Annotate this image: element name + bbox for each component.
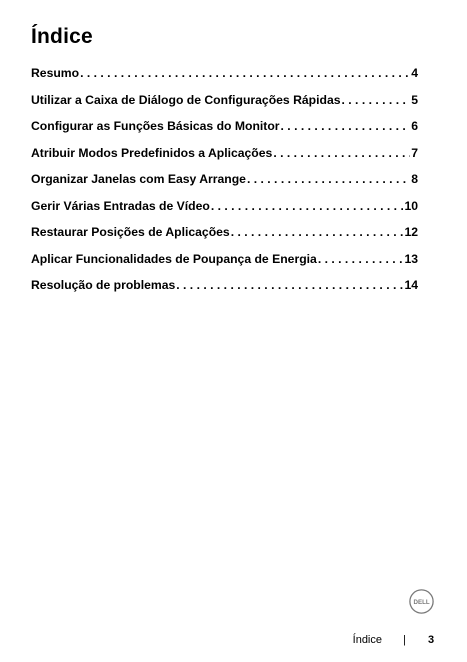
toc-entry-page: 8 — [411, 172, 418, 186]
toc-dot-leader — [247, 172, 410, 186]
toc-entry-label: Atribuir Modos Predefinidos a Aplicações — [31, 145, 273, 160]
toc-entry-label: Utilizar a Caixa de Diálogo de Configurações Rápidas — [31, 92, 341, 107]
toc-dot-leader — [176, 278, 403, 292]
toc-entry-page: 12 — [404, 225, 418, 239]
toc-entry-page: 4 — [411, 66, 418, 80]
footer-section-title: Índice — [352, 634, 382, 646]
footer-page-number: 3 — [428, 634, 435, 646]
toc-entry-quick-settings[interactable] — [31, 93, 418, 120]
toc-entry-basic-functions[interactable] — [31, 119, 418, 146]
table-of-contents — [31, 66, 418, 305]
toc-entry-resumo[interactable] — [31, 66, 418, 93]
toc-entry-energy-saving[interactable] — [31, 252, 418, 279]
toc-entry-label: Configurar as Funções Básicas do Monitor — [31, 119, 280, 133]
page-footer — [0, 634, 467, 650]
toc-entry-label: Restaurar Posições de Aplicações — [31, 225, 230, 239]
toc-dot-leader — [342, 93, 411, 107]
toc-entry-page: 7 — [411, 145, 418, 160]
toc-dot-leader — [273, 146, 410, 160]
toc-entry-page: 14 — [404, 278, 418, 292]
toc-dot-leader — [231, 225, 404, 239]
toc-entry-page: 6 — [411, 119, 418, 133]
toc-entry-restore-positions[interactable] — [31, 225, 418, 252]
toc-entry-easy-arrange[interactable] — [31, 172, 418, 199]
toc-entry-label: Gerir Várias Entradas de Vídeo — [31, 198, 210, 213]
dell-logo-text: DELL — [413, 598, 430, 606]
toc-dot-leader — [211, 199, 404, 213]
toc-entry-page: 5 — [411, 92, 418, 107]
toc-entry-video-inputs[interactable] — [31, 199, 418, 226]
toc-entry-preset-modes[interactable] — [31, 146, 418, 173]
toc-entry-page: 13 — [404, 251, 418, 266]
toc-entry-label: Organizar Janelas com Easy Arrange — [31, 172, 246, 186]
dell-logo-icon — [409, 589, 434, 614]
toc-dot-leader — [80, 66, 410, 80]
toc-entry-label: Resolução de problemas — [31, 278, 176, 292]
toc-entry-page: 10 — [404, 198, 418, 213]
toc-dot-leader — [281, 119, 411, 133]
toc-entry-label: Aplicar Funcionalidades de Poupança de Energia — [31, 251, 317, 266]
toc-entry-troubleshooting[interactable] — [31, 278, 418, 305]
toc-dot-leader — [318, 252, 404, 266]
page-title: Índice — [31, 25, 93, 48]
toc-entry-label: Resumo — [31, 66, 80, 80]
footer-separator: | — [403, 634, 406, 646]
